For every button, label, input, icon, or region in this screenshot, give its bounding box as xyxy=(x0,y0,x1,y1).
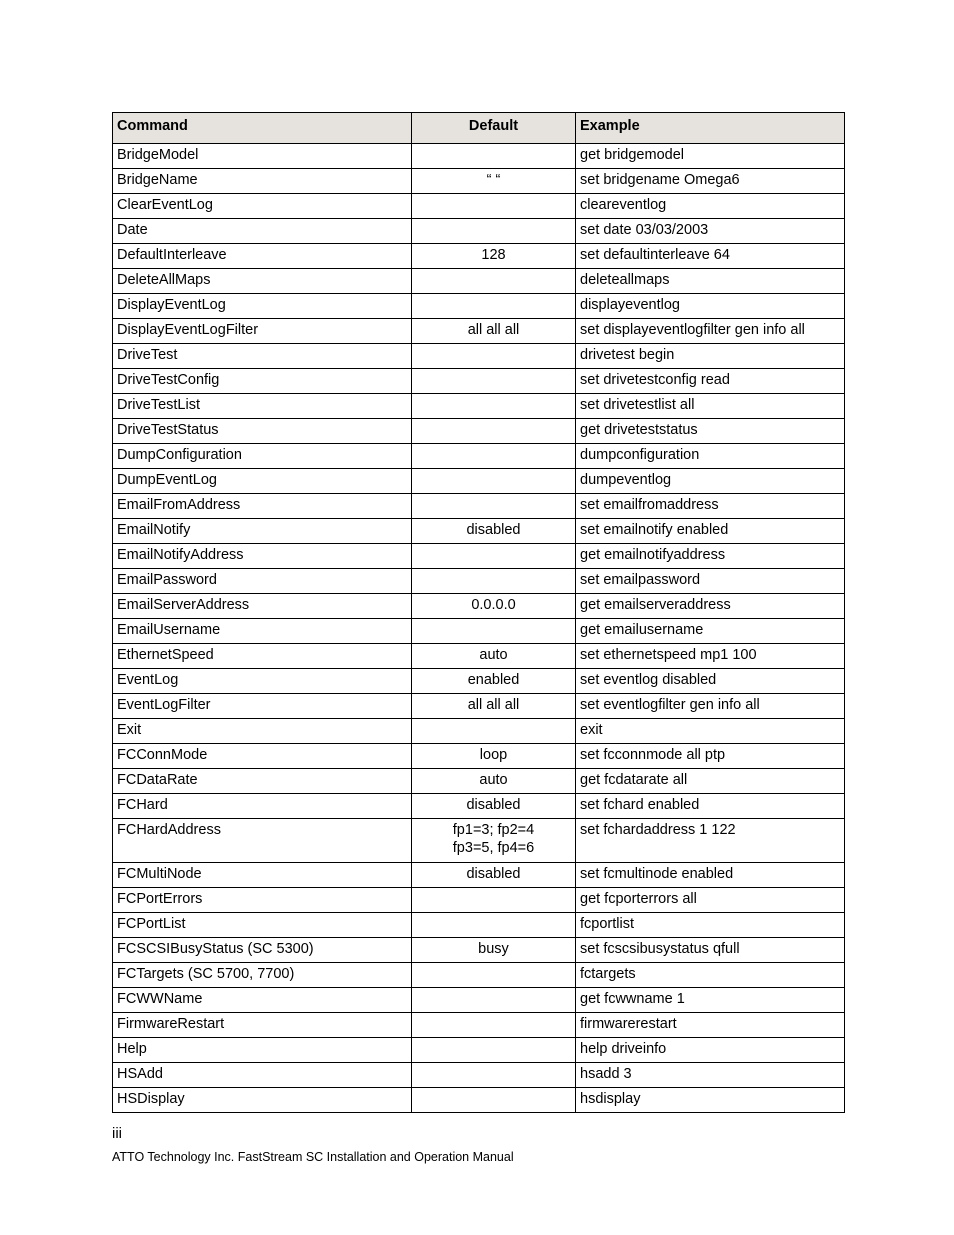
default-cell xyxy=(412,1038,576,1063)
example-cell: get fcporterrors all xyxy=(576,888,845,913)
command-cell: FCConnMode xyxy=(113,744,412,769)
example-cell: set defaultinterleave 64 xyxy=(576,244,845,269)
table-row xyxy=(113,294,845,319)
example-cell: set emailnotify enabled xyxy=(576,519,845,544)
example-cell: set fchard enabled xyxy=(576,794,845,819)
table-row xyxy=(113,169,845,194)
command-cell: DisplayEventLogFilter xyxy=(113,319,412,344)
table-row xyxy=(113,744,845,769)
example-cell: deleteallmaps xyxy=(576,269,845,294)
command-cell: DumpEventLog xyxy=(113,469,412,494)
default-cell xyxy=(412,988,576,1013)
example-cell: help driveinfo xyxy=(576,1038,845,1063)
command-cell: Date xyxy=(113,219,412,244)
table-row xyxy=(113,1088,845,1113)
command-cell: BridgeModel xyxy=(113,144,412,169)
header-example: Example xyxy=(576,113,845,144)
command-cell: DriveTestConfig xyxy=(113,369,412,394)
example-cell: displayeventlog xyxy=(576,294,845,319)
default-cell xyxy=(412,888,576,913)
table-row xyxy=(113,469,845,494)
footer-text: ATTO Technology Inc. FastStream SC Installation and Operation Manual xyxy=(112,1150,514,1164)
default-cell xyxy=(412,1013,576,1038)
table-row xyxy=(113,938,845,963)
table-row xyxy=(113,794,845,819)
example-cell: hsdisplay xyxy=(576,1088,845,1113)
command-cell: EthernetSpeed xyxy=(113,644,412,669)
command-cell: DisplayEventLog xyxy=(113,294,412,319)
header-default: Default xyxy=(412,113,576,144)
command-cell: FCTargets (SC 5700, 7700) xyxy=(113,963,412,988)
table-row xyxy=(113,569,845,594)
default-cell xyxy=(412,194,576,219)
command-cell: FCHard xyxy=(113,794,412,819)
default-cell xyxy=(412,963,576,988)
command-cell: FCMultiNode xyxy=(113,863,412,888)
table-row xyxy=(113,913,845,938)
default-cell: disabled xyxy=(412,519,576,544)
default-cell xyxy=(412,1088,576,1113)
table-row xyxy=(113,619,845,644)
default-cell xyxy=(412,913,576,938)
command-cell: FCPortErrors xyxy=(113,888,412,913)
table-row xyxy=(113,394,845,419)
default-cell: disabled xyxy=(412,863,576,888)
default-cell: busy xyxy=(412,938,576,963)
example-cell: get fcdatarate all xyxy=(576,769,845,794)
default-cell: “ “ xyxy=(412,169,576,194)
command-cell: FCDataRate xyxy=(113,769,412,794)
table-row xyxy=(113,888,845,913)
default-cell xyxy=(412,419,576,444)
command-cell: DriveTestList xyxy=(113,394,412,419)
command-cell: EmailNotify xyxy=(113,519,412,544)
example-cell: set drivetestlist all xyxy=(576,394,845,419)
example-cell: get fcwwname 1 xyxy=(576,988,845,1013)
table-row xyxy=(113,988,845,1013)
default-cell: all all all xyxy=(412,319,576,344)
command-cell: EmailFromAddress xyxy=(113,494,412,519)
table-row xyxy=(113,369,845,394)
command-cell: EmailServerAddress xyxy=(113,594,412,619)
example-cell: get emailnotifyaddress xyxy=(576,544,845,569)
command-cell: FirmwareRestart xyxy=(113,1013,412,1038)
default-cell: fp1=3; fp2=4 fp3=5, fp4=6 xyxy=(412,819,576,863)
table-row xyxy=(113,194,845,219)
table-row xyxy=(113,494,845,519)
table-row xyxy=(113,219,845,244)
command-cell: EventLogFilter xyxy=(113,694,412,719)
command-cell: EmailPassword xyxy=(113,569,412,594)
table-row xyxy=(113,1013,845,1038)
default-cell xyxy=(412,569,576,594)
table-row xyxy=(113,1038,845,1063)
example-cell: hsadd 3 xyxy=(576,1063,845,1088)
command-cell: BridgeName xyxy=(113,169,412,194)
table-row xyxy=(113,1063,845,1088)
example-cell: set emailpassword xyxy=(576,569,845,594)
table-row xyxy=(113,544,845,569)
default-cell: auto xyxy=(412,644,576,669)
command-cell: DefaultInterleave xyxy=(113,244,412,269)
table-header-row xyxy=(113,113,845,144)
table-row xyxy=(113,719,845,744)
example-cell: set fcconnmode all ptp xyxy=(576,744,845,769)
example-cell: set eventlog disabled xyxy=(576,669,845,694)
command-table xyxy=(112,112,845,1113)
command-cell: DriveTestStatus xyxy=(113,419,412,444)
command-cell: FCPortList xyxy=(113,913,412,938)
command-cell: FCSCSIBusyStatus (SC 5300) xyxy=(113,938,412,963)
example-cell: set emailfromaddress xyxy=(576,494,845,519)
example-cell: cleareventlog xyxy=(576,194,845,219)
example-cell: get emailusername xyxy=(576,619,845,644)
table-row xyxy=(113,419,845,444)
table-row xyxy=(113,963,845,988)
example-cell: exit xyxy=(576,719,845,744)
header-command: Command xyxy=(113,113,412,144)
default-cell: 0.0.0.0 xyxy=(412,594,576,619)
example-cell: set ethernetspeed mp1 100 xyxy=(576,644,845,669)
table-body xyxy=(113,144,845,1113)
example-cell: fctargets xyxy=(576,963,845,988)
example-cell: set eventlogfilter gen info all xyxy=(576,694,845,719)
table-row xyxy=(113,444,845,469)
default-cell: loop xyxy=(412,744,576,769)
default-cell xyxy=(412,269,576,294)
example-cell: get emailserveraddress xyxy=(576,594,845,619)
example-cell: dumpconfiguration xyxy=(576,444,845,469)
default-cell xyxy=(412,719,576,744)
command-cell: ClearEventLog xyxy=(113,194,412,219)
table-row xyxy=(113,269,845,294)
example-cell: get driveteststatus xyxy=(576,419,845,444)
default-cell: 128 xyxy=(412,244,576,269)
default-cell: disabled xyxy=(412,794,576,819)
command-cell: FCHardAddress xyxy=(113,819,412,863)
table-row xyxy=(113,319,845,344)
command-cell: HSAdd xyxy=(113,1063,412,1088)
table-row xyxy=(113,819,845,863)
example-cell: get bridgemodel xyxy=(576,144,845,169)
example-cell: firmwarerestart xyxy=(576,1013,845,1038)
example-cell: set fcscsibusystatus qfull xyxy=(576,938,845,963)
example-cell: set bridgename Omega6 xyxy=(576,169,845,194)
example-cell: set date 03/03/2003 xyxy=(576,219,845,244)
command-cell: EventLog xyxy=(113,669,412,694)
default-cell xyxy=(412,294,576,319)
command-cell: DumpConfiguration xyxy=(113,444,412,469)
table-row xyxy=(113,863,845,888)
table-row xyxy=(113,669,845,694)
command-cell: HSDisplay xyxy=(113,1088,412,1113)
command-cell: FCWWName xyxy=(113,988,412,1013)
command-cell: Exit xyxy=(113,719,412,744)
default-cell xyxy=(412,394,576,419)
table-row xyxy=(113,344,845,369)
page-number: iii xyxy=(112,1125,122,1142)
table-row xyxy=(113,244,845,269)
example-cell: set drivetestconfig read xyxy=(576,369,845,394)
command-cell: EmailNotifyAddress xyxy=(113,544,412,569)
table-row xyxy=(113,144,845,169)
example-cell: set fcmultinode enabled xyxy=(576,863,845,888)
default-cell xyxy=(412,144,576,169)
default-cell xyxy=(412,544,576,569)
default-cell: auto xyxy=(412,769,576,794)
example-cell: drivetest begin xyxy=(576,344,845,369)
command-cell: EmailUsername xyxy=(113,619,412,644)
table-row xyxy=(113,519,845,544)
default-cell xyxy=(412,1063,576,1088)
table-row xyxy=(113,594,845,619)
default-cell xyxy=(412,369,576,394)
default-cell xyxy=(412,494,576,519)
command-cell: DriveTest xyxy=(113,344,412,369)
example-cell: set fchardaddress 1 122 xyxy=(576,819,845,863)
command-cell: DeleteAllMaps xyxy=(113,269,412,294)
table-row xyxy=(113,769,845,794)
default-cell xyxy=(412,444,576,469)
command-cell: Help xyxy=(113,1038,412,1063)
default-cell xyxy=(412,469,576,494)
default-cell: all all all xyxy=(412,694,576,719)
table-row xyxy=(113,644,845,669)
example-cell: set displayeventlogfilter gen info all xyxy=(576,319,845,344)
default-cell xyxy=(412,344,576,369)
example-cell: fcportlist xyxy=(576,913,845,938)
default-cell xyxy=(412,219,576,244)
default-cell: enabled xyxy=(412,669,576,694)
example-cell: dumpeventlog xyxy=(576,469,845,494)
default-cell xyxy=(412,619,576,644)
table-row xyxy=(113,694,845,719)
